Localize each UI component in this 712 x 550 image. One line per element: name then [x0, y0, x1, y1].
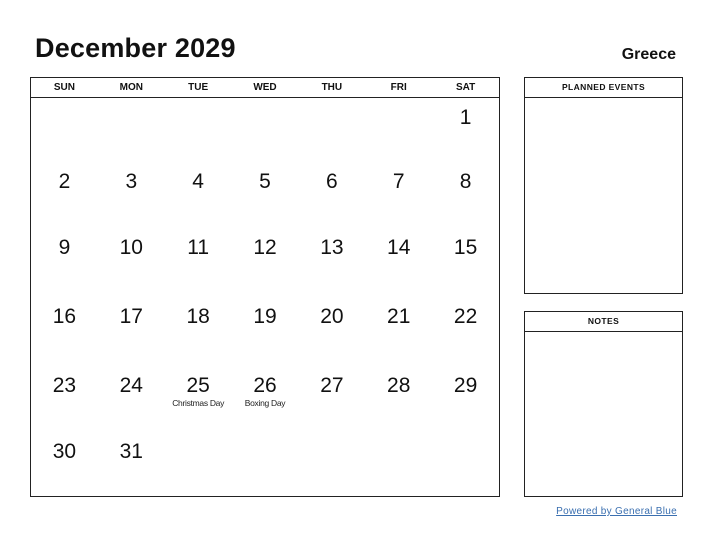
- day-number: 26: [253, 374, 277, 397]
- day-number: 7: [392, 170, 405, 193]
- day-cell: [432, 228, 499, 297]
- day-cell: [165, 162, 232, 228]
- week-row: [31, 98, 499, 162]
- day-cell: [31, 297, 98, 366]
- day-cell: [98, 98, 165, 162]
- day-cell: [365, 366, 432, 432]
- day-cell: [31, 432, 98, 497]
- day-cell: [232, 432, 299, 497]
- day-number: 23: [52, 374, 77, 397]
- weekday-wed: WED: [253, 82, 277, 93]
- weekday-header-row: [31, 78, 499, 98]
- day-number: 28: [387, 374, 411, 397]
- day-cell: [365, 432, 432, 497]
- day-number: 12: [253, 236, 277, 259]
- day-number: 4: [192, 170, 204, 193]
- day-cell: [165, 98, 232, 162]
- week-row: [31, 228, 499, 297]
- day-number: 14: [387, 236, 411, 259]
- day-number: 29: [453, 374, 478, 397]
- day-cell: [432, 432, 499, 497]
- day-number: 22: [453, 305, 478, 328]
- day-number: 16: [52, 305, 77, 328]
- calendar-grid: [30, 77, 500, 497]
- day-number: 3: [125, 170, 138, 193]
- day-number: 19: [253, 305, 277, 328]
- day-number: 5: [259, 170, 271, 193]
- holiday-label: Boxing Day: [244, 398, 286, 408]
- day-cell: [31, 98, 98, 162]
- day-number: 11: [187, 236, 210, 259]
- day-cell: [432, 366, 499, 432]
- day-cell: [165, 297, 232, 366]
- day-cell: [432, 98, 499, 162]
- day-cell: [298, 366, 365, 432]
- day-cell: [232, 98, 299, 162]
- day-cell: [98, 366, 165, 432]
- day-cell: [165, 366, 232, 432]
- weekday-sun: SUN: [53, 82, 75, 93]
- planned-events-panel: [524, 77, 683, 294]
- day-cell: [432, 162, 499, 228]
- day-number: 13: [320, 236, 344, 259]
- day-cell: [98, 228, 165, 297]
- day-number: 2: [58, 170, 71, 193]
- day-cell: [365, 228, 432, 297]
- day-cell: [31, 366, 98, 432]
- day-cell: [31, 228, 98, 297]
- weekday-fri: FRI: [390, 82, 407, 93]
- day-cell: [232, 228, 299, 297]
- day-cell: [365, 98, 432, 162]
- day-cell: [98, 297, 165, 366]
- day-number: 21: [387, 305, 411, 328]
- day-cell: [232, 297, 299, 366]
- day-cell: [31, 162, 98, 228]
- day-number: 20: [320, 305, 344, 328]
- weekday-tue: TUE: [188, 82, 209, 93]
- weeks-container: [31, 98, 499, 497]
- day-cell: [165, 432, 232, 497]
- day-number: 17: [119, 305, 143, 328]
- powered-by-link[interactable]: Powered by General Blue: [556, 506, 677, 517]
- day-cell: [98, 432, 165, 497]
- day-cell: [232, 162, 299, 228]
- day-cell: [298, 297, 365, 366]
- day-number: 30: [52, 440, 77, 463]
- day-cell: [165, 228, 232, 297]
- day-number: 31: [119, 440, 143, 463]
- day-number: 1: [459, 106, 472, 129]
- day-number: 9: [58, 236, 71, 259]
- day-number: 25: [186, 374, 210, 397]
- country-label: Greece: [621, 46, 676, 63]
- day-number: 27: [320, 374, 344, 397]
- week-row: [31, 297, 499, 366]
- day-cell: [365, 162, 432, 228]
- day-cell: [98, 162, 165, 228]
- weekday-mon: MON: [119, 82, 143, 93]
- day-cell: [365, 297, 432, 366]
- day-cell: [432, 297, 499, 366]
- day-cell: [232, 366, 299, 432]
- day-cell: [298, 228, 365, 297]
- day-number: 6: [326, 170, 338, 193]
- week-row: [31, 432, 499, 497]
- month-title: December 2029: [35, 33, 236, 63]
- notes-panel: [524, 311, 683, 497]
- day-cell: [298, 98, 365, 162]
- day-number: 10: [119, 236, 143, 259]
- week-row: [31, 162, 499, 228]
- notes-heading: NOTES: [525, 312, 682, 332]
- day-number: 15: [453, 236, 478, 259]
- day-cell: [298, 432, 365, 497]
- day-cell: [298, 162, 365, 228]
- week-row: [31, 366, 499, 432]
- weekday-sat: SAT: [455, 82, 476, 93]
- day-number: 8: [459, 170, 472, 193]
- planned-events-heading: PLANNED EVENTS: [525, 78, 682, 98]
- day-number: 24: [119, 374, 143, 397]
- holiday-label: Christmas Day: [172, 398, 225, 408]
- day-number: 18: [186, 305, 210, 328]
- weekday-thu: THU: [321, 82, 343, 93]
